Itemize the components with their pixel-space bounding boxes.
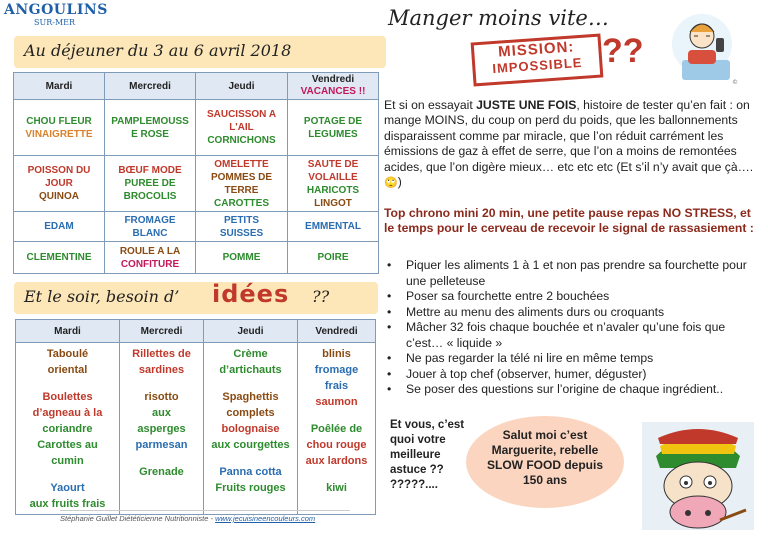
logo — [4, 2, 108, 32]
svg-text:©: © — [732, 79, 738, 86]
menu-item-line: fromage — [314, 364, 359, 376]
speech-bubble — [466, 416, 624, 508]
table-cell — [204, 343, 298, 515]
list-item: • Mettre au menu des aliments durs ou croquants — [384, 305, 764, 321]
menu-item-line: CORNICHONS — [207, 135, 276, 146]
menu-item-line: bolognaise — [221, 423, 280, 435]
table-row — [14, 212, 379, 242]
lunch-header-mercredi: Mercredi — [129, 80, 171, 92]
menu-item-line: Carottes au — [37, 439, 98, 451]
mission-impossible-stamp — [471, 34, 604, 87]
menu-item-line: POTAGE DE — [303, 115, 363, 127]
intro-emphasis: JUSTE UNE FOIS — [476, 98, 577, 112]
lunch-header — [105, 73, 196, 100]
menu-item-line: LINGOT — [314, 197, 352, 209]
menu-item-line: Spaghettis — [222, 391, 279, 403]
table-cell — [14, 100, 105, 156]
table-cell — [288, 100, 379, 156]
menu-item-line: BLANC — [132, 227, 168, 239]
menu-item-line: blinis — [322, 348, 351, 360]
menu-item-line: FROMAGE — [124, 214, 176, 226]
lunch-header — [196, 73, 288, 100]
table-cell — [105, 156, 196, 212]
menu-item-line: Panna cotta — [219, 466, 282, 478]
intro-paragraph — [384, 98, 764, 191]
menu-item-line: CHOU FLEUR — [26, 115, 92, 127]
menu-item-line: JOUR — [45, 178, 73, 189]
list-item: • Mâcher 32 fois chaque bouchée et n’avaler qu’une fois que c’est… « liquide » — [384, 320, 764, 351]
bubble-line: Salut moi c’est — [502, 428, 588, 442]
menu-item-line: BROCOLIS — [123, 191, 177, 202]
bubble-line: 150 ans — [522, 473, 568, 487]
dinner-banner-idees: idées — [212, 280, 290, 308]
menu-item-line: d’agneau à la — [32, 407, 103, 419]
dinner-header — [120, 320, 204, 343]
eye-roll-emoji-icon: 🙄 — [384, 177, 398, 190]
question-marks: ?? — [602, 32, 644, 70]
table-cell — [196, 100, 288, 156]
lunch-header — [14, 73, 105, 100]
list-item: • Ne pas regarder la télé ni lire en même temps — [384, 351, 764, 367]
menu-item-line: POIRE — [317, 252, 349, 263]
menu-item-line: aux lardons — [305, 455, 368, 467]
menu-item-line: E ROSE — [131, 128, 169, 140]
menu-item-line: asperges — [137, 423, 186, 435]
spacer — [122, 379, 201, 389]
table-cell — [105, 242, 196, 274]
menu-item-line: ROULE A LA — [119, 245, 181, 257]
spacer — [300, 470, 373, 480]
table-cell — [298, 343, 376, 515]
lunch-table — [13, 72, 379, 274]
menu-item-line: coriandre — [42, 423, 93, 435]
table-cell — [14, 212, 105, 242]
menu-item-line: VINAIGRETTE — [25, 128, 93, 140]
table-cell — [196, 212, 288, 242]
menu-item-line: EMMENTAL — [305, 221, 361, 232]
menu-item-line: frais — [324, 380, 349, 392]
menu-item-line: aux fruits frais — [29, 498, 106, 510]
menu-item-line: SAUTE DE — [307, 158, 359, 170]
table-cell — [288, 212, 379, 242]
menu-item-line: PETITS — [223, 214, 259, 226]
list-item: • Se poser des questions sur l’origine de chaque ingrédient.. — [384, 382, 764, 398]
menu-item-line: CLEMENTINE — [26, 252, 92, 263]
table-row — [14, 242, 379, 274]
menu-item-line: HARICOTS — [306, 184, 360, 196]
dinner-banner — [14, 282, 378, 314]
menu-item-line: cumin — [51, 455, 84, 467]
menu-item-line: oriental — [47, 364, 88, 376]
table-row — [14, 156, 379, 212]
spacer — [206, 379, 295, 389]
menu-item-line: L'AIL — [229, 122, 254, 133]
menu-item-line: CAROTTES — [214, 197, 269, 209]
intro-end: ) — [397, 175, 402, 190]
menu-item-line: saumon — [315, 396, 358, 408]
dinner-banner-lead: Et le soir, besoin d’ — [24, 287, 180, 306]
stamp-line-1: MISSION: — [497, 38, 575, 61]
question-to-reader: Et vous, c’est quoi votre meilleure astuce ?? ?????.... — [390, 419, 465, 491]
cartoon-cow-illustration — [636, 416, 760, 536]
list-item: • Piquer les aliments 1 à 1 et non pas prendre sa fourchette pour une pelleteuse — [384, 258, 764, 289]
menu-item-line: d’artichauts — [219, 364, 282, 376]
menu-item-line: kiwi — [326, 482, 347, 494]
menu-item-line: aux — [152, 407, 171, 419]
cartoon-woman-illustration — [664, 8, 742, 88]
table-cell — [14, 156, 105, 212]
bubble-line: Marguerite, rebelle — [491, 443, 599, 457]
table-cell — [105, 212, 196, 242]
vacances-label: VACANCES !! — [300, 86, 366, 97]
menu-item-line: PAMPLEMOUSS — [111, 115, 189, 127]
stamp-line-2: IMPOSSIBLE — [491, 54, 583, 77]
menu-item-line: risotto — [144, 391, 179, 403]
menu-item-line: sardines — [138, 364, 185, 376]
menu-item-line: CONFITURE — [120, 258, 180, 270]
spacer — [18, 470, 117, 480]
footer-link[interactable]: www.jecuisineencouleurs.com — [215, 514, 316, 523]
logo-sub: SUR-MER — [34, 18, 76, 27]
dinner-header-vendredi: Vendredi — [315, 325, 358, 337]
lunch-header-jeudi: Jeudi — [228, 80, 255, 92]
table-row — [14, 100, 379, 156]
list-item: • Jouer à top chef (observer, humer, déguster) — [384, 367, 764, 383]
dinner-table — [15, 319, 376, 515]
lunch-header-vendredi: Vendredi — [311, 74, 355, 85]
spacer — [122, 454, 201, 464]
table-cell — [196, 156, 288, 212]
dinner-header-mercredi: Mercredi — [140, 325, 183, 337]
dinner-row — [16, 343, 376, 515]
lunch-banner-title: Au déjeuner du 3 au 6 avril 2018 — [24, 41, 292, 60]
menu-item-line: POMMES DE — [210, 171, 273, 183]
table-cell — [120, 343, 204, 515]
menu-item-line: complets — [226, 407, 275, 419]
intro-c: , histoire de tester qu’en fait : on mange MOINS, du coup on perd du poids, que les ballonnements disparaissent comme par miracle, que l’on réduit carrément les émissions de gaz à effet de serre, que l’on a moins de remontées acides, que l’on digère mieux… etc etc etc (Et s’il n’y avait que çà…. — [384, 98, 754, 174]
menu-item-line: POMME — [222, 252, 261, 263]
lunch-banner — [14, 36, 386, 68]
menu-item-line: chou rouge — [306, 439, 367, 451]
menu-item-line: Boulettes — [42, 391, 93, 403]
chrono-paragraph: Top chrono mini 20 min, une petite pause repas NO STRESS, et le temps pour le cerveau de recevoir le signal de rassasiement : — [384, 206, 754, 236]
lunch-header-mardi: Mardi — [45, 80, 73, 92]
dinner-banner-qq: ?? — [312, 287, 330, 306]
menu-item-line: Rillettes de — [132, 348, 191, 360]
spacer — [18, 379, 117, 389]
table-cell — [288, 242, 379, 274]
dinner-header-mardi: Mardi — [54, 325, 81, 337]
menu-item-line: PUREE DE — [124, 178, 176, 189]
menu-item-line: parmesan — [135, 439, 188, 451]
menu-item-line: EDAM — [44, 221, 74, 232]
table-cell — [288, 156, 379, 212]
spacer — [206, 454, 295, 464]
table-cell — [16, 343, 120, 515]
dinner-header — [298, 320, 376, 343]
menu-item-line: Yaourt — [50, 482, 85, 494]
menu-item-line: LEGUMES — [308, 128, 358, 140]
lunch-header-row — [14, 73, 379, 100]
menu-item-line: Taboulé — [46, 348, 89, 360]
menu-item-line: VOLAILLE — [308, 171, 358, 183]
page-title: Manger moins vite… — [388, 6, 609, 30]
table-cell — [105, 100, 196, 156]
menu-item-line: POISSON DU — [27, 165, 91, 176]
footer — [60, 514, 315, 523]
spacer — [300, 411, 373, 421]
footer-text: Stéphanie Guillet Diététicienne Nutritionniste - — [60, 514, 216, 523]
menu-item-line: Grenade — [139, 466, 184, 478]
lunch-body — [14, 100, 379, 274]
logo-main: ANGOULINS — [4, 2, 108, 18]
lunch-header — [288, 73, 379, 100]
menu-item-line: SUISSES — [219, 227, 264, 239]
bubble-line: SLOW FOOD depuis — [487, 458, 603, 472]
menu-item-line: QUINOA — [39, 191, 79, 202]
dinner-header-row — [16, 320, 376, 343]
menu-item-line: Fruits rouges — [215, 482, 286, 494]
table-cell — [196, 242, 288, 274]
footer-divider — [60, 510, 350, 511]
menu-item-line: SAUCISSON A — [206, 109, 277, 120]
dinner-header — [16, 320, 120, 343]
dinner-header-jeudi: Jeudi — [237, 325, 264, 337]
menu-item-line: BŒUF MODE — [118, 165, 182, 176]
table-cell — [14, 242, 105, 274]
intro-a: Et si on essayait — [384, 98, 477, 112]
menu-item-line: Poêlée de — [310, 423, 363, 435]
menu-item-line: aux courgettes — [211, 439, 290, 451]
dinner-header — [204, 320, 298, 343]
menu-item-line: OMELETTE — [214, 158, 269, 170]
tips-list — [384, 258, 764, 398]
menu-item-line: TERRE — [224, 184, 259, 196]
list-item: • Poser sa fourchette entre 2 bouchées — [384, 289, 764, 305]
menu-item-line: Crème — [233, 348, 268, 360]
